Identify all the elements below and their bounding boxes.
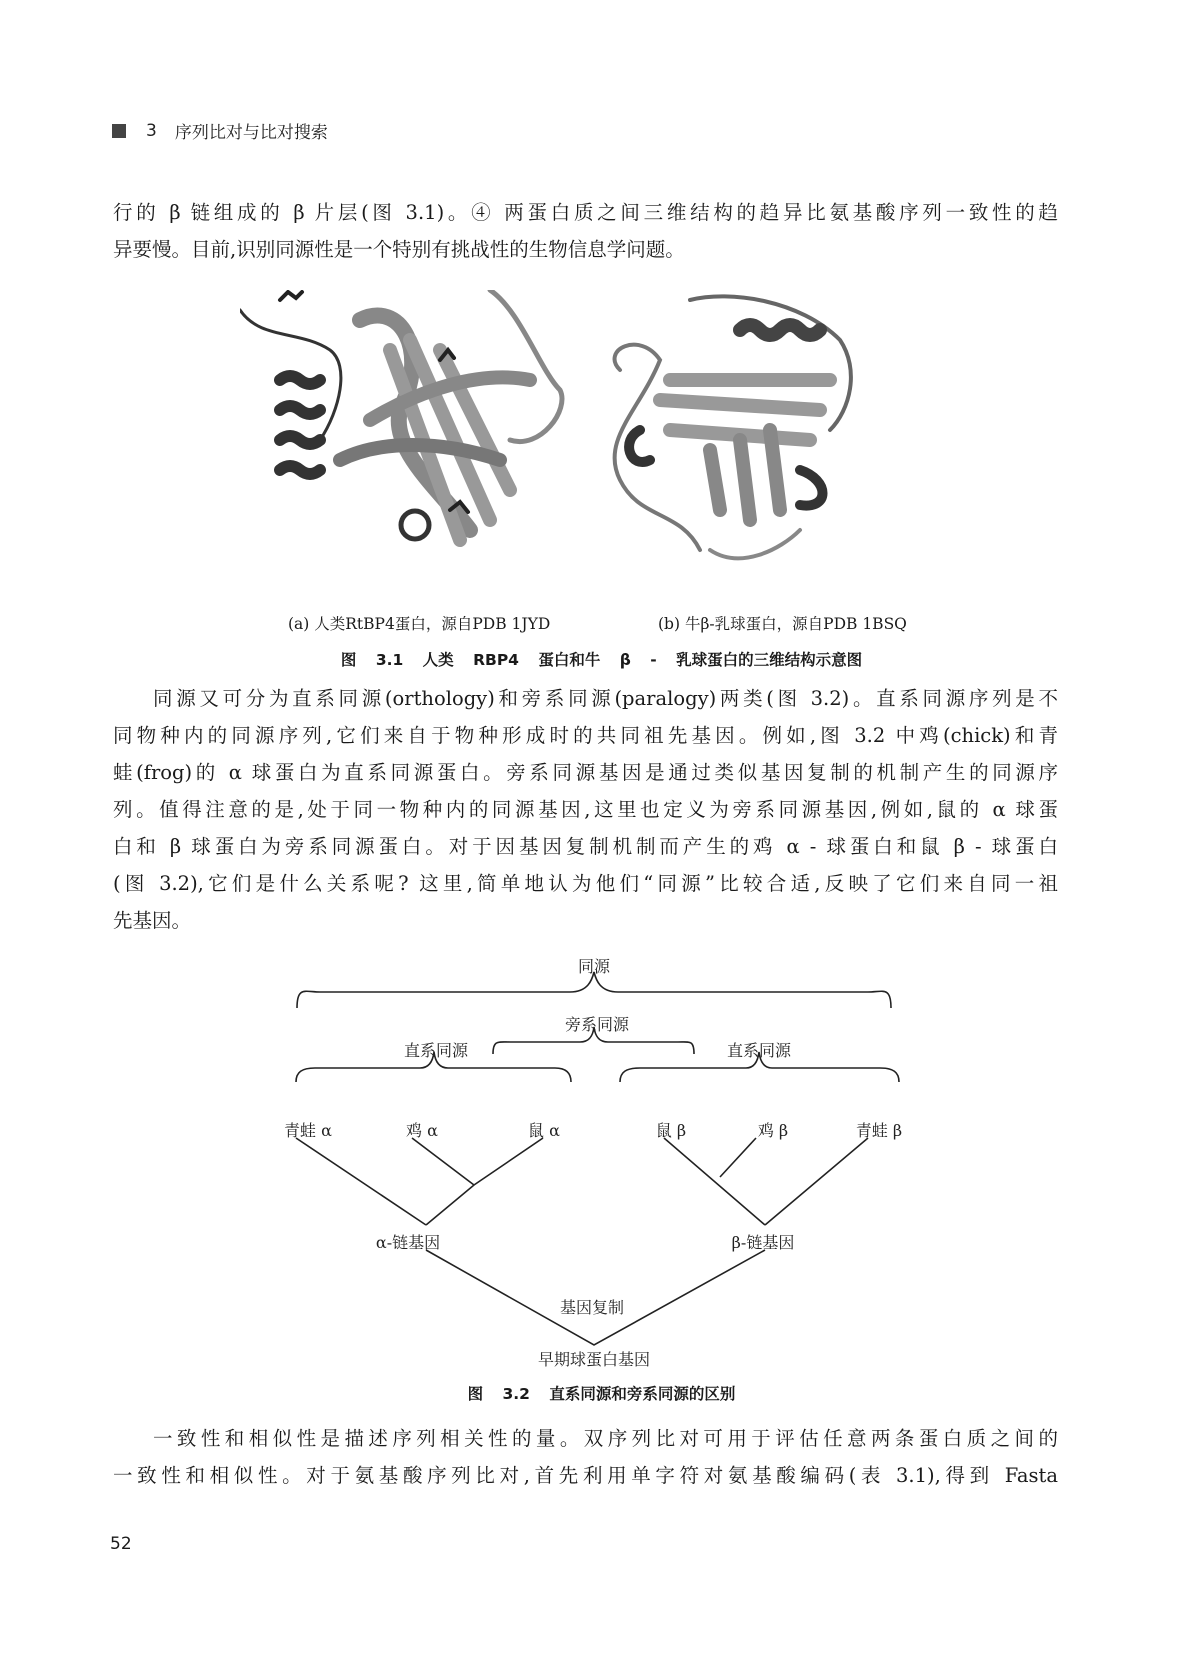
header-square-icon [112, 124, 126, 138]
paragraph-line: (图 3.2),它们是什么关系呢? 这里,简单地认为他们“同源”比较合适,反映了它们来自同一祖 [113, 872, 1058, 895]
paragraph-1 [113, 194, 1058, 268]
beta-lactoglobulin-structure-image [615, 296, 851, 558]
orthology-left-label: 直系同源 [403, 1041, 469, 1060]
paragraph-2 [113, 680, 1058, 939]
paragraph-line: 一致性和相似性是描述序列相关性的量。双序列比对可用于评估任意两条蛋白质之间的 [153, 1427, 1058, 1450]
alpha-gene-label: α-链基因 [375, 1233, 441, 1252]
figure-1-caption: 图 3.1 人类 RBP4 蛋白和牛 β - 乳球蛋白的三维结构示意图 [340, 651, 863, 669]
beta-gene-label: β-链基因 [731, 1233, 795, 1252]
paragraph-line: 列。值得注意的是,处于同一物种内的同源基因,这里也定义为旁系同源基因,例如,鼠的 α 球蛋 [113, 798, 1058, 821]
homology-tree-diagram [0, 950, 1203, 1370]
paragraph-line: 同源又可分为直系同源(orthology)和旁系同源(paralogy)两类(图 3.2)。直系同源序列是不 [153, 687, 1058, 710]
ancestor-label: 早期球蛋白基因 [537, 1350, 651, 1369]
running-header [112, 118, 328, 143]
alpha-tree-lines [296, 1138, 543, 1225]
leaf-mouse-beta: 鼠 β [655, 1121, 687, 1140]
leaf-chick-alpha: 鸡 α [406, 1121, 438, 1140]
homology-brace [297, 972, 891, 1008]
paragraph-3 [113, 1420, 1058, 1494]
rbp4-structure-image [240, 290, 562, 540]
protein-structure-figure [240, 290, 940, 590]
leaf-frog-alpha: 青蛙 α [284, 1121, 332, 1140]
leaf-frog-beta: 青蛙 β [855, 1121, 903, 1140]
homology-label: 同源 [577, 957, 611, 976]
chapter-number: 3 [146, 120, 157, 141]
chapter-title: 序列比对与比对搜索 [174, 123, 328, 143]
paralogy-label: 旁系同源 [564, 1015, 630, 1034]
orthology-right-label: 直系同源 [726, 1041, 792, 1060]
beta-tree-lines [664, 1138, 868, 1225]
figure-2-caption: 图 3.2 直系同源和旁系同源的区别 [467, 1385, 736, 1403]
paragraph-line: 先基因。 [113, 909, 192, 932]
page-number: 52 [110, 1534, 132, 1554]
paragraph-line: 一致性和相似性。对于氨基酸序列比对,首先利用单字符对氨基酸编码(表 3.1),得到 Fasta [113, 1464, 1058, 1487]
paragraph-line: 异要慢。目前,识别同源性是一个特别有挑战性的生物信息学问题。 [113, 238, 685, 261]
figure-1b-caption: (b) 牛β-乳球蛋白，源自PDB 1BSQ [658, 615, 907, 633]
paragraph-line: 白和 β 球蛋白为旁系同源蛋白。对于因基因复制机制而产生的鸡 α - 球蛋白和鼠 β - 球蛋白 [113, 835, 1058, 858]
duplication-label: 基因复制 [559, 1298, 625, 1317]
figure-1a-caption: (a) 人类RtBP4蛋白，源自PDB 1JYD [288, 615, 551, 633]
leaf-chick-beta: 鸡 β [757, 1121, 789, 1140]
leaf-mouse-alpha: 鼠 α [528, 1121, 560, 1140]
paragraph-line: 蛙(frog)的 α 球蛋白为直系同源蛋白。旁系同源基因是通过类似基因复制的机制产生的同源序 [113, 761, 1058, 784]
paragraph-line: 同物种内的同源序列,它们来自于物种形成时的共同祖先基因。例如,图 3.2 中鸡(chick)和青 [113, 724, 1058, 747]
paragraph-line: 行的 β 链组成的 β 片层(图 3.1)。④ 两蛋白质之间三维结构的趋异比氨基酸序列一致性的趋 [113, 201, 1058, 224]
